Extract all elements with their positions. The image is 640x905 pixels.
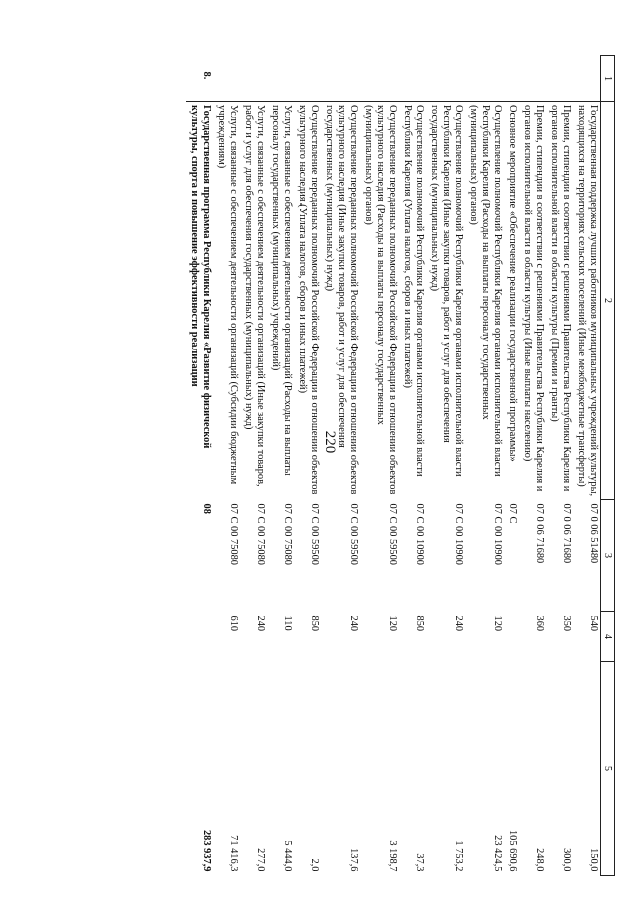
row-expense-type: 610	[228, 615, 239, 632]
table-row	[465, 56, 504, 876]
row-name: Осуществление переданных полномочий Российской Федерации в отношении объектов культурного наследия (Расходы на выплаты персоналу государственных (муниципальных) органов)	[360, 102, 399, 500]
row-expense-type: 120	[387, 615, 398, 632]
rotated-page	[55, 55, 615, 875]
row-name: Осуществление полномочий Республики Карелия органами исполнительной власти Республики Карелия (Иные закупки товаров, работ и услуг для обеспечения государственных (муниципальных) нужд)	[426, 102, 465, 500]
row-name: Осуществление переданных полномочий Российской Федерации в отношении объектов культурного наследия (Уплата налогов, сборов и иных платежей)	[294, 102, 321, 500]
row-number	[546, 56, 573, 102]
row-amount: 137,6	[348, 848, 359, 872]
row-name: Государственная поддержка лучших работников муниципальных учреждений культуры, находящихся на территориях сельских поселений (Иные межбюджетные трансферты)	[573, 102, 601, 500]
row-code: 07 0 06 71680	[534, 503, 545, 564]
row-expense-type: 360	[534, 615, 545, 632]
row-code: 07 С 00 10900	[492, 503, 503, 565]
row-code: 07 С 00 75080	[255, 503, 266, 565]
row-name: Услуги, связанные с обеспечением деятельности организаций (Иные закупки товаров, работ и услуг для обеспечения государственных (муниципальных) нужд)	[240, 102, 267, 500]
row-amount: 71 416,3	[228, 835, 239, 872]
row-expense-type: 240	[348, 615, 359, 632]
table-row	[213, 56, 240, 876]
row-expense-type: 120	[492, 615, 503, 632]
row-amount: 300,0	[561, 848, 572, 872]
row-amount: 5 444,0	[282, 840, 293, 872]
page-number: 220	[322, 430, 338, 454]
row-name: Осуществление полномочий Республики Карелия органами исполнительной власти Республики Карелия (Уплата налогов, сборов и иных платежей)	[399, 102, 426, 500]
row-number: 8.	[201, 71, 212, 80]
row-name: Услуги, связанные с обеспечением деятельности организаций (Субсидии бюджетным учреждениям)	[213, 102, 240, 500]
row-amount: 3 198,7	[387, 840, 398, 872]
row-name: Премии, стипендии в соответствии с решениями Правительства Республики Карелия и органов исполнительной власти в области культуры (Иные выплаты населению)	[519, 102, 546, 500]
row-amount: 105 690,6	[507, 829, 518, 872]
row-number	[294, 56, 321, 102]
row-amount: 283 937,9	[201, 829, 212, 872]
row-expense-type	[186, 612, 213, 662]
row-number	[267, 56, 294, 102]
row-amount: 248,0	[534, 848, 545, 872]
row-number	[360, 56, 399, 102]
row-code: 07 С 00 10900	[453, 503, 464, 565]
table-row	[399, 56, 426, 876]
row-amount: 2,0	[309, 858, 320, 872]
header-cell: 5	[601, 662, 615, 876]
row-expense-type: 240	[453, 615, 464, 632]
row-code: 07 С	[507, 503, 518, 524]
row-name: Премии, стипендии в соответствии с решениями Правительства Республики Карелия и органов исполнительной власти в области культуры (Премии и гранты)	[546, 102, 573, 500]
row-name: Услуги, связанные с обеспечением деятельности организаций (Расходы на выплаты персоналу государственных (муниципальных) учреждений)	[267, 102, 294, 500]
row-expense-type: 240	[255, 615, 266, 632]
row-amount: 150,0	[588, 848, 599, 872]
table-row	[546, 56, 573, 876]
row-number	[213, 56, 240, 102]
row-number	[465, 56, 504, 102]
row-code: 07 С 00 75080	[228, 503, 239, 565]
row-number	[321, 56, 360, 102]
row-name: Осуществление полномочий Республики Карелия органами исполнительной власти Республики Карелия (Расходы на выплаты персоналу государственных (муниципальных) органов)	[465, 102, 504, 500]
header-cell: 4	[601, 612, 615, 662]
row-code: 07 С 00 10900	[414, 503, 425, 565]
row-expense-type: 350	[561, 615, 572, 632]
row-code: 07 0 06 51480	[588, 503, 599, 564]
table-row	[267, 56, 294, 876]
header-cell: 3	[601, 500, 615, 612]
row-amount: 23 424,5	[492, 835, 503, 872]
page-rotation-frame	[55, 55, 615, 875]
row-expense-type: 110	[282, 615, 293, 631]
table-row	[573, 56, 601, 876]
row-number	[240, 56, 267, 102]
header-cell: 2	[601, 102, 615, 500]
row-code: 07 С 00 75080	[282, 503, 293, 565]
row-name: Государственная программа Республики Карелия «Развитие физической культуры, спорта и повышение эффективности реализации	[186, 102, 213, 500]
header-cell: 1	[601, 56, 615, 102]
row-code: 08	[201, 503, 212, 514]
row-expense-type: 850	[414, 615, 425, 632]
row-amount: 1 753,2	[453, 840, 464, 872]
table-body	[186, 56, 601, 876]
row-code: 07 0 06 71680	[561, 503, 572, 564]
row-name: Осуществление переданных полномочий Российской Федерации в отношении объектов культурного наследия (Иные закупки товаров, работ и услуг для обеспечения государственных (муниципальных) нужд)	[321, 102, 360, 500]
table-row	[504, 56, 519, 876]
table-row	[186, 56, 213, 876]
table-header-row	[601, 56, 615, 876]
row-code: 07 С 00 59500	[309, 503, 320, 565]
row-code: 07 С 00 59500	[348, 503, 359, 565]
row-expense-type	[504, 612, 519, 662]
row-number	[573, 56, 601, 102]
table-row	[294, 56, 321, 876]
budget-table	[186, 55, 615, 876]
row-expense-type: 850	[309, 615, 320, 632]
row-expense-type: 540	[588, 615, 599, 632]
row-name: Основное мероприятие «Обеспечение реализации государственной программы»	[504, 102, 519, 500]
table-row	[360, 56, 399, 876]
row-amount: 37,3	[414, 853, 425, 872]
table-row	[240, 56, 267, 876]
row-number	[519, 56, 546, 102]
row-amount: 277,0	[255, 848, 266, 872]
table-row	[426, 56, 465, 876]
row-number	[399, 56, 426, 102]
table-row	[519, 56, 546, 876]
table-row	[321, 56, 360, 876]
row-number	[504, 56, 519, 102]
row-code: 07 С 00 59500	[387, 503, 398, 565]
row-number	[426, 56, 465, 102]
